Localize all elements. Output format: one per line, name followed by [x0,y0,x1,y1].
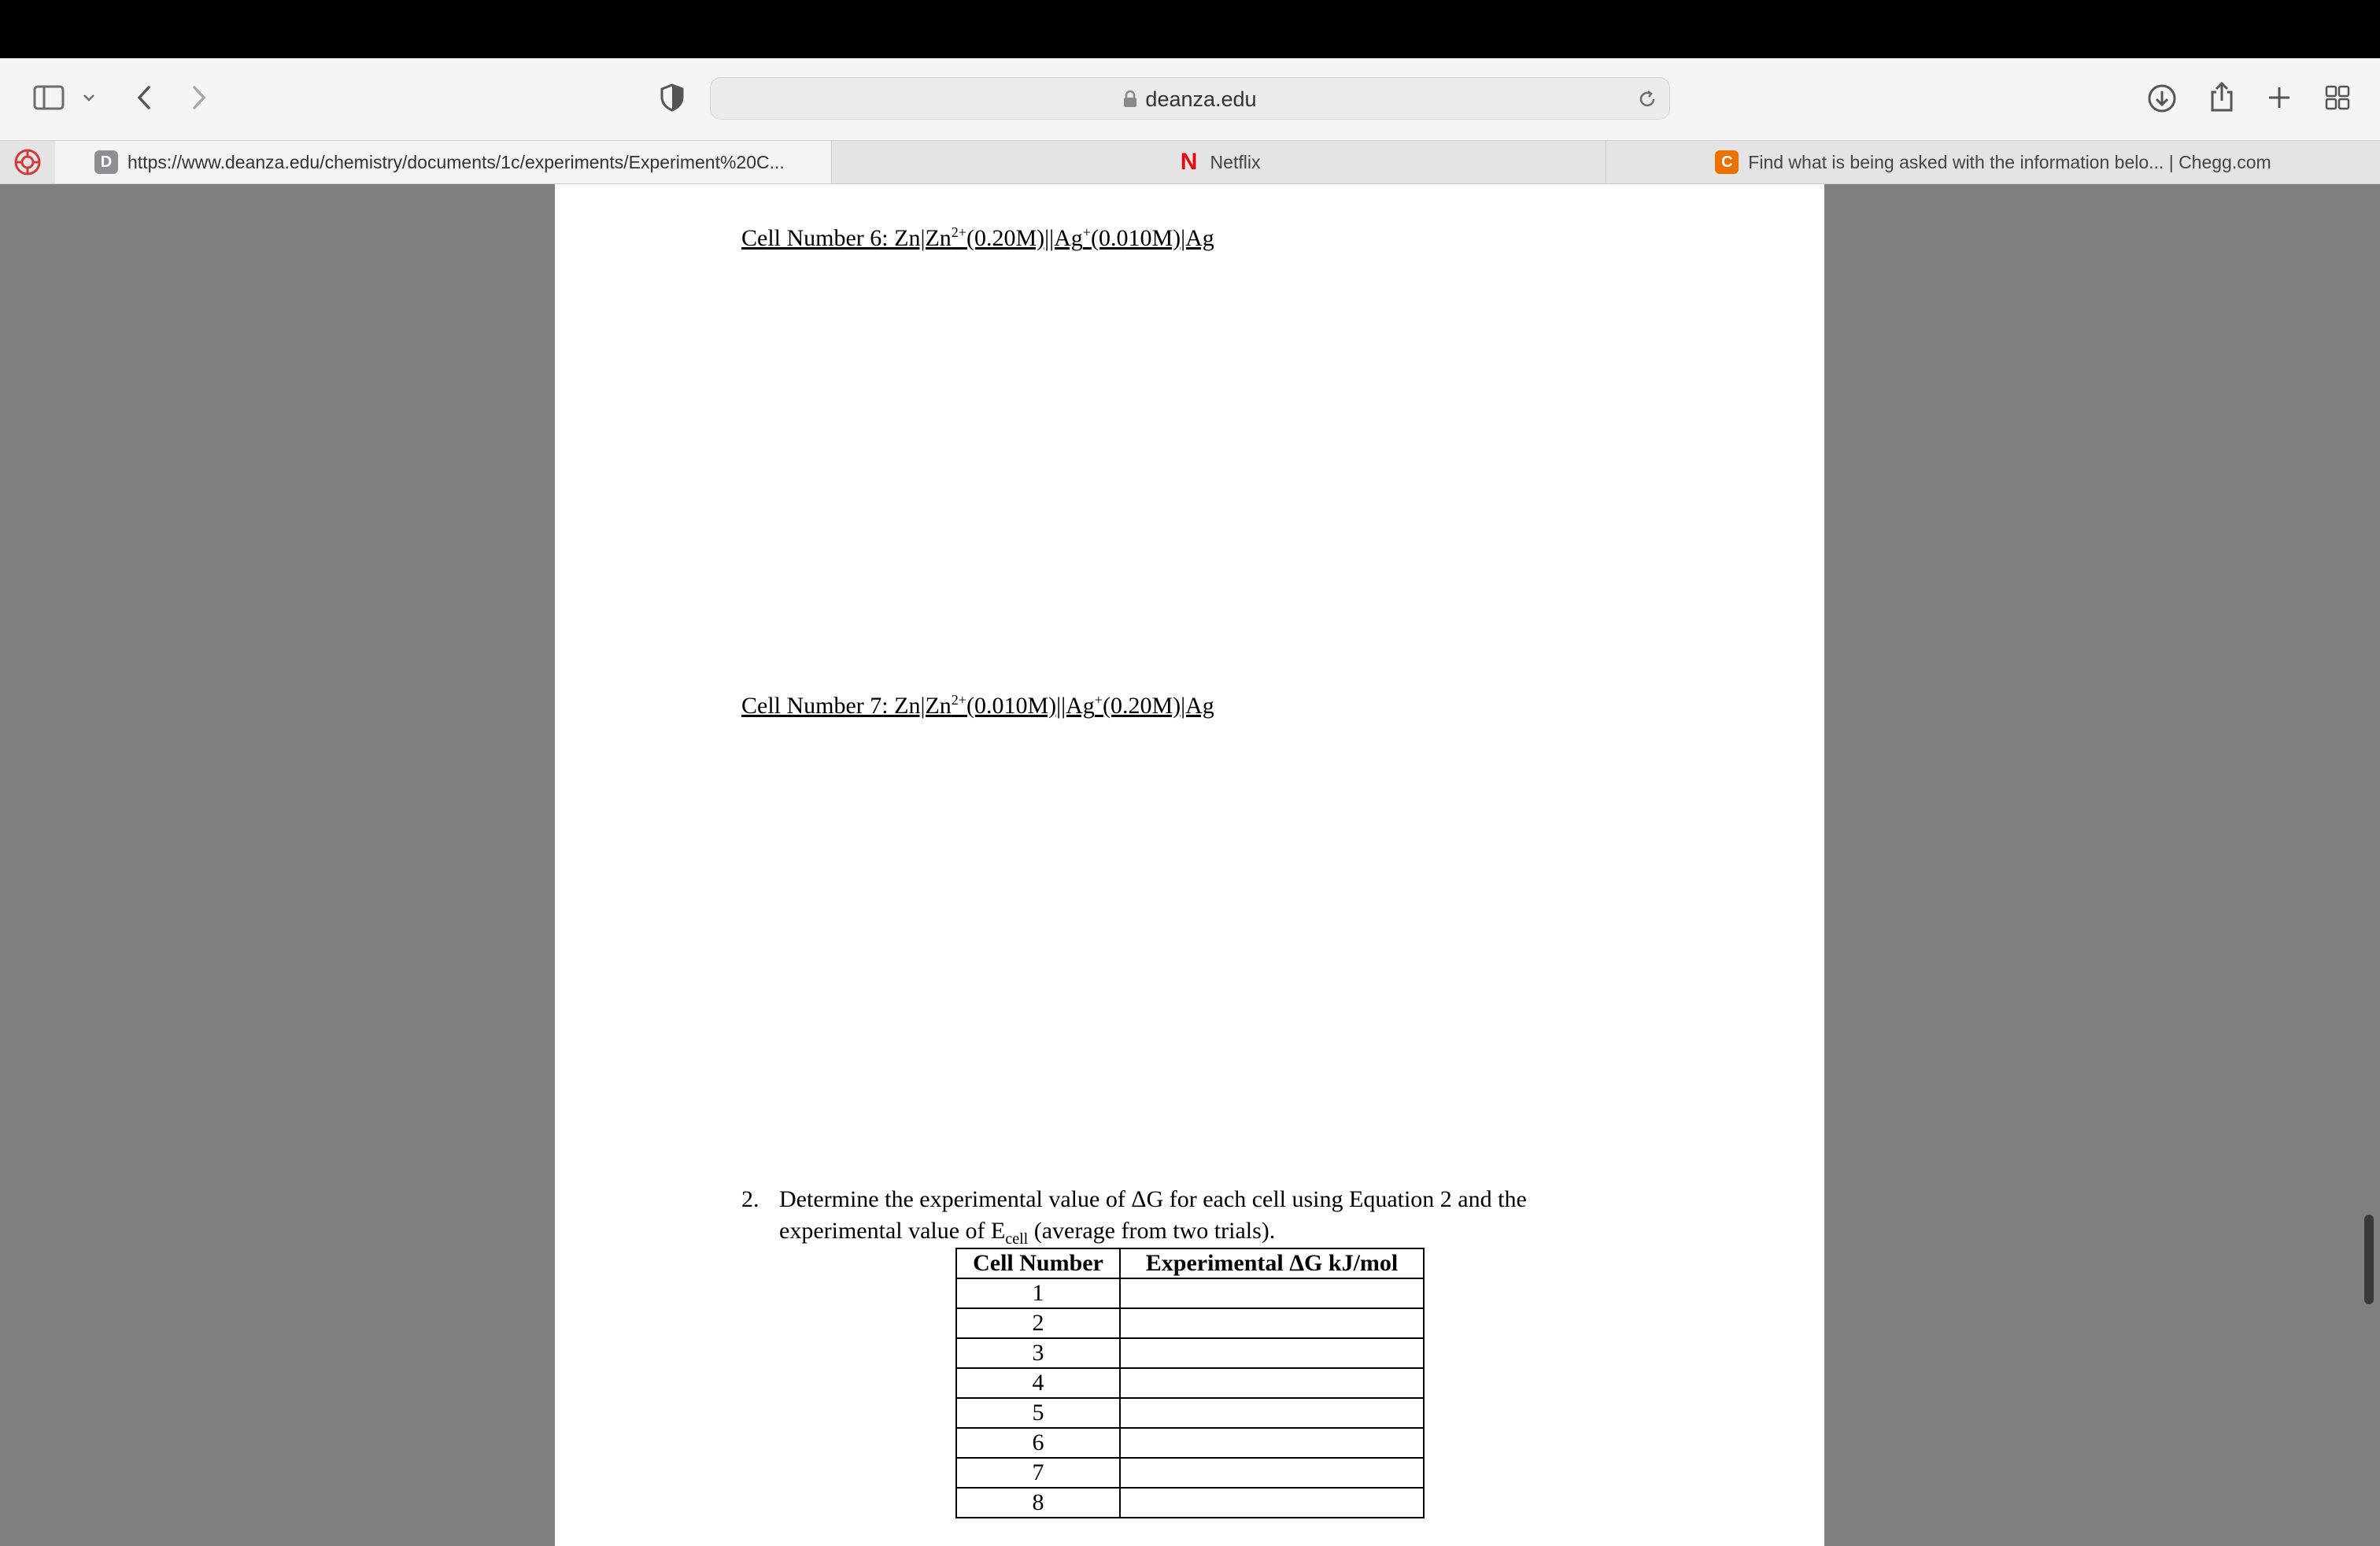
chevron-down-icon[interactable] [79,87,99,109]
tab-deanza[interactable] [55,141,831,183]
question-number: 2. [741,1186,759,1212]
address-bar[interactable] [710,77,1670,120]
tab-overview-icon[interactable] [2322,82,2353,113]
deanza-favicon-icon: D [94,150,118,174]
tab-bar [0,140,2380,184]
lock-icon [1123,80,1137,122]
tab-label: https://www.deanza.edu/chemistry/documents/1c/experiments/Experiment%20C... [128,151,785,172]
delta-g-table [955,1248,1425,1518]
reload-icon[interactable] [1636,88,1658,110]
cell-6-label: Cell Number 6: $Zn|Zn^{2+}(0.20M)||Ag^+(0.010M)|Ag$ [741,224,1214,251]
menu-bar [0,0,2380,58]
header-cell-number: Cell Number [956,1248,1120,1278]
sidebar-icon[interactable] [31,82,66,113]
table-row: 8 [956,1488,1424,1518]
tab-netflix[interactable] [832,141,1606,183]
tab-label: Find what is being asked with the information belo... | Chegg.com [1748,151,2271,172]
table-row: 1 [956,1278,1424,1308]
extension-icon[interactable] [0,141,55,183]
header-experimental-delta-g: Experimental ΔG kJ/mol [1120,1248,1424,1278]
table-row: 2 [956,1308,1424,1338]
downloads-icon[interactable] [2145,82,2179,115]
netflix-favicon-icon: N [1180,149,1198,175]
chegg-favicon-icon: C [1715,150,1739,174]
question-text: Determine the experimental value of ΔG for each cell using Equation 2 and the experimental value of $E_{cell}$ (average from two trials). [779,1186,1527,1248]
table-row: 6 [956,1428,1424,1458]
share-icon[interactable] [2205,79,2238,115]
cell-7-label: Cell Number 7: $Zn|Zn^{2+}(0.010M)||Ag^+(0.20M)|Ag$ [741,692,1214,719]
scrollbar-thumb[interactable] [2364,1215,2374,1304]
table-row: 3 [956,1338,1424,1368]
back-icon[interactable] [131,82,157,113]
table-row: 4 [956,1368,1424,1398]
tab-chegg[interactable] [1606,141,2380,183]
table-row: 5 [956,1398,1424,1428]
privacy-shield-icon[interactable] [656,82,688,113]
address-text: deanza.edu [1145,87,1257,111]
pdf-page [555,184,1824,1546]
new-tab-icon[interactable] [2264,82,2295,113]
browser-toolbar [0,58,2380,140]
tab-label: Netflix [1210,151,1261,172]
table-row: 7 [956,1458,1424,1488]
forward-icon[interactable] [186,82,213,113]
